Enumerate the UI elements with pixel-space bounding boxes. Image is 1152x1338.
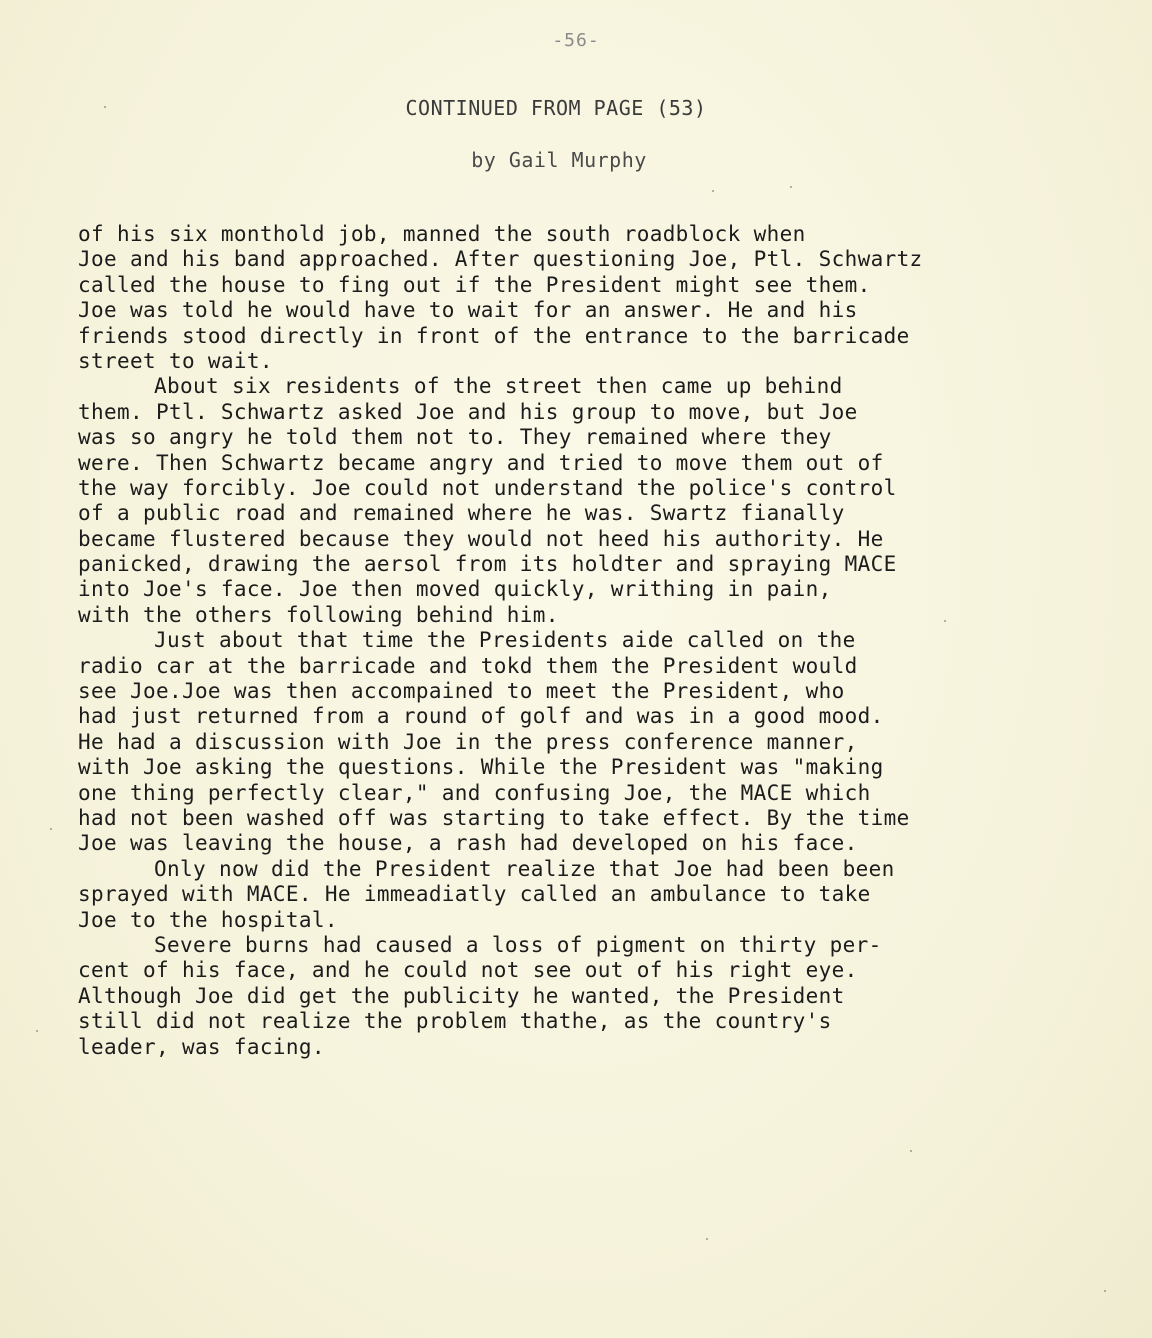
text-line: cent of his face, and he could not see out of his right eye.	[78, 958, 858, 983]
text-line: them. Ptl. Schwartz asked Joe and his group to move, but Joe	[78, 399, 858, 424]
text-line: leader, was facing.	[78, 1034, 325, 1059]
text-line: Joe and his band approached. After questioning Joe, Ptl. Schwartz	[78, 247, 923, 272]
text-line: panicked, drawing the aersol from its holdter and spraying MACE	[78, 552, 897, 577]
text-line: radio car at the barricade and tokd them the President would	[78, 653, 858, 678]
text-line: sprayed with MACE. He immeadiatly called an ambulance to take	[78, 882, 871, 907]
text-line: friends stood directly in front of the entrance to the barricade	[78, 323, 910, 348]
text-line: Severe burns had caused a loss of pigment on thirty per-	[154, 932, 882, 957]
text-line: Joe to the hospital.	[78, 907, 338, 932]
text-line: of his six monthold job, manned the south roadblock when	[78, 222, 806, 246]
paper-speck	[36, 1030, 38, 1032]
text-line: one thing perfectly clear," and confusing Joe, the MACE which	[78, 780, 871, 805]
paper-speck	[790, 186, 792, 188]
text-line: still did not realize the problem thathe, as the country's	[78, 1009, 832, 1034]
continued-heading: CONTINUED FROM PAGE (53)	[405, 96, 707, 120]
text-line: was so angry he told them not to. They remained where they	[78, 425, 832, 450]
paper-speck	[1104, 1290, 1106, 1292]
text-line: of a public road and remained where he was. Swartz fianally	[78, 501, 845, 526]
text-line: Joe was leaving the house, a rash had developed on his face.	[78, 831, 858, 856]
article-body	[78, 222, 1078, 1060]
text-line: Joe was told he would have to wait for an answer. He and his	[78, 298, 858, 323]
page-number: -56-	[552, 30, 600, 51]
text-line: see Joe.Joe was then accompained to meet the President, who	[78, 679, 845, 704]
text-line: called the house to fing out if the President might see them.	[78, 272, 871, 297]
text-line: street to wait.	[78, 348, 273, 373]
text-line: with the others following behind him.	[78, 602, 559, 627]
paper-speck	[706, 1238, 708, 1240]
paper-speck	[944, 620, 946, 622]
text-line: Just about that time the Presidents aide called on the	[154, 628, 856, 653]
text-line: became flustered because they would not heed his authority. He	[78, 526, 884, 551]
text-line: the way forcibly. Joe could not understand the police's control	[78, 475, 897, 500]
text-line: with Joe asking the questions. While the President was "making	[78, 755, 884, 780]
text-line: He had a discussion with Joe in the press conference manner,	[78, 729, 858, 754]
paper-speck	[712, 190, 714, 192]
text-line: About six residents of the street then came up behind	[154, 374, 843, 399]
paper-speck	[50, 828, 52, 830]
paper-speck	[910, 1150, 912, 1152]
text-line: had not been washed off was starting to take effect. By the time	[78, 805, 910, 830]
paper-speck	[104, 106, 106, 108]
text-line: were. Then Schwartz became angry and tried to move them out of	[78, 450, 884, 475]
author-byline: by Gail Murphy	[471, 148, 647, 172]
text-line: had just returned from a round of golf and was in a good mood.	[78, 704, 884, 729]
text-line: into Joe's face. Joe then moved quickly, writhing in pain,	[78, 577, 832, 602]
text-line: Although Joe did get the publicity he wanted, the President	[78, 983, 845, 1008]
text-line: Only now did the President realize that Joe had been been	[154, 856, 895, 881]
